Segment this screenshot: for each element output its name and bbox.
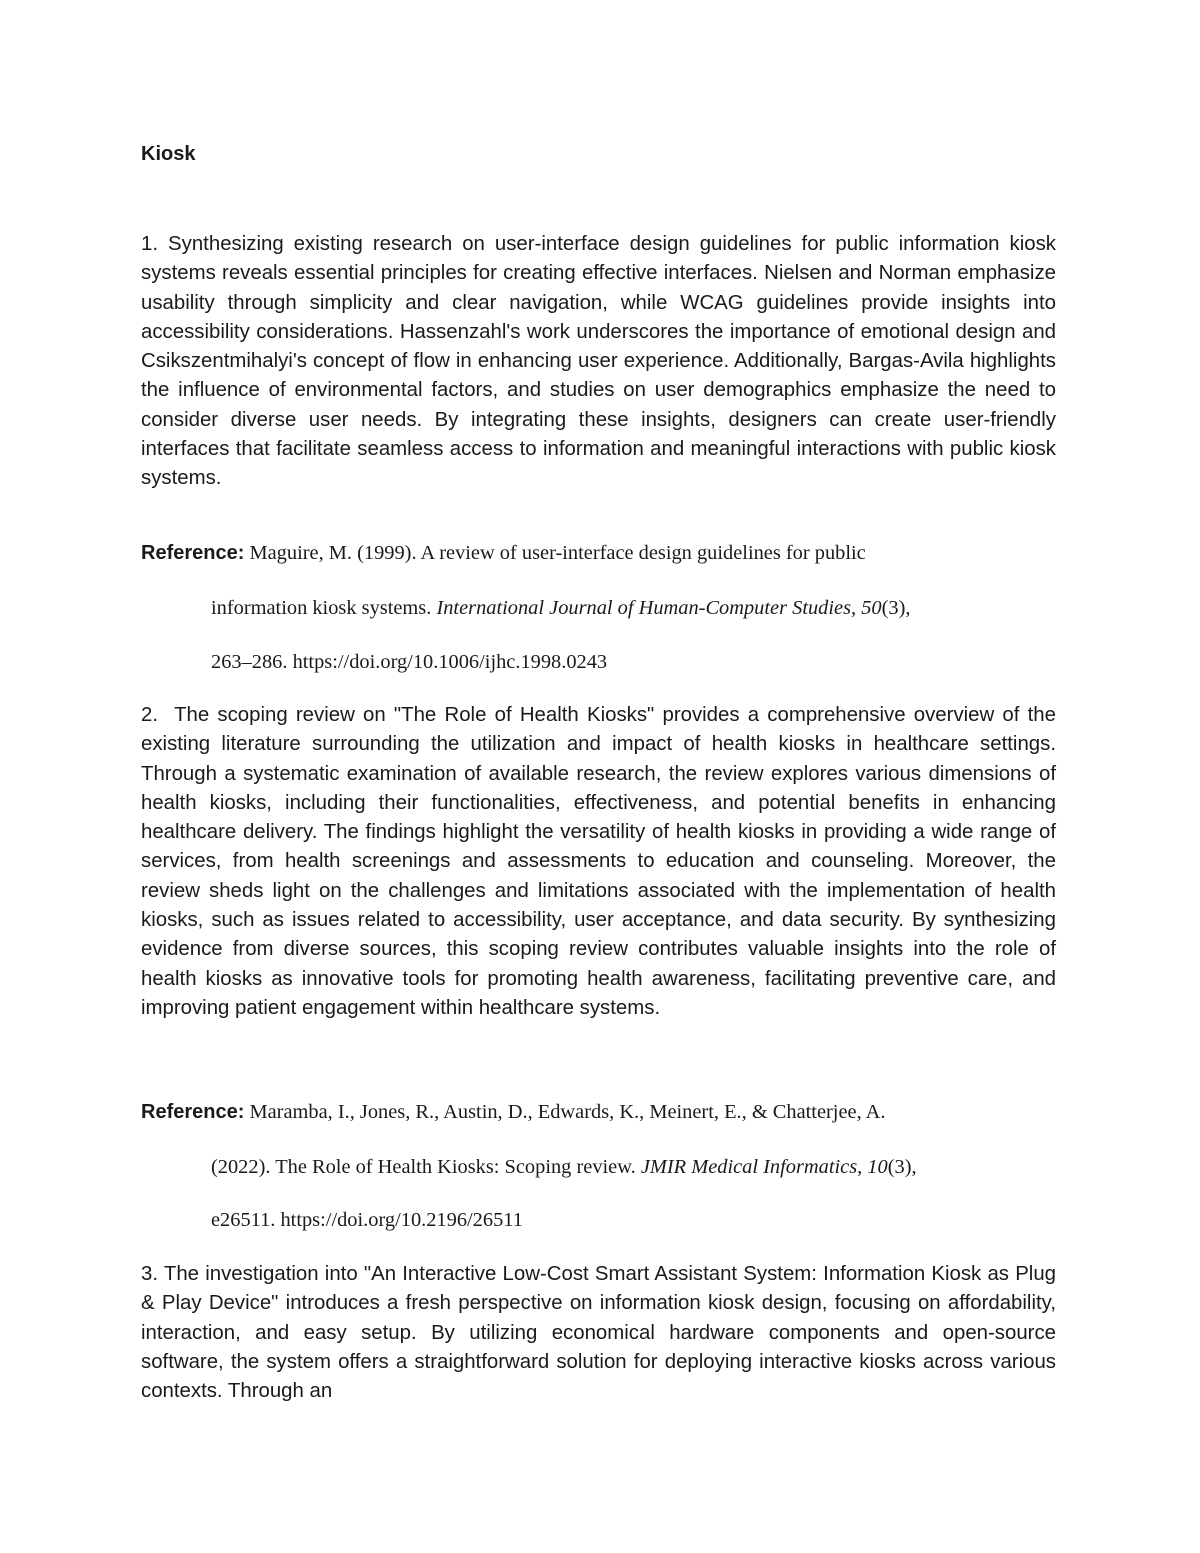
reference-line-1: Maramba, I., Jones, R., Austin, D., Edwards, K., Meinert, E., & Chatterjee, A. bbox=[249, 1101, 886, 1123]
section-3-paragraph bbox=[141, 1260, 1056, 1406]
section-1-number: 1. bbox=[141, 233, 159, 255]
section-1-reference-line-3: 263–286. https://doi.org/10.1006/ijhc.1998.0243 bbox=[211, 651, 608, 673]
reference-issue: (3), bbox=[887, 1156, 917, 1178]
section-3-body: The investigation into "An Interactive Low-Cost Smart Assistant System: Information Kiosk as Plug & Play Device" introduces a fresh perspective on information kiosk design, focusing on affordability, interaction, and easy setup. By utilizing economical hardware components and open-source software, the system offers a straightforward solution for deploying interactive kiosks across various contexts. Through an bbox=[141, 1263, 1057, 1403]
section-1-paragraph bbox=[141, 230, 1056, 494]
reference-label: Reference: bbox=[141, 542, 245, 564]
reference-volume: 50 bbox=[861, 597, 882, 619]
section-2-reference-line-2 bbox=[211, 1154, 1071, 1180]
section-2-reference-line-3: e26511. https://doi.org/10.2196/26511 bbox=[211, 1209, 523, 1231]
reference-volume: 10 bbox=[867, 1156, 888, 1178]
section-2-reference bbox=[141, 1099, 1056, 1125]
reference-label: Reference: bbox=[141, 1101, 245, 1123]
section-3-number: 3. bbox=[141, 1263, 159, 1285]
reference-journal: JMIR Medical Informatics bbox=[640, 1156, 858, 1178]
document-title: Kiosk bbox=[141, 143, 196, 165]
reference-line-1: Maguire, M. (1999). A review of user-interface design guidelines for public bbox=[249, 542, 866, 564]
reference-text: information kiosk systems. bbox=[211, 597, 437, 619]
reference-separator: , bbox=[851, 597, 862, 619]
section-1-reference-line-2 bbox=[211, 595, 1071, 621]
section-2-number: 2. bbox=[141, 704, 159, 726]
reference-journal: International Journal of Human-Computer Studies bbox=[436, 597, 852, 619]
reference-separator: , bbox=[857, 1156, 868, 1178]
section-2-body: The scoping review on "The Role of Health Kiosks" provides a comprehensive overview of the existing literature surrounding the utilization and impact of health kiosks in healthcare settings. Through a systematic examination of available research, the review explores various dimensions of health kiosks, including their functionalities, effectiveness, and potential benefits in enhancing healthcare delivery. The findings highlight the versatility of health kiosks in providing a wide range of services, from health screenings and assessments to education and counseling. Moreover, the review sheds light on the challenges and limitations associated with the implementation of health kiosks, such as issues related to accessibility, user acceptance, and data security. By synthesizing evidence from diverse sources, this scoping review contributes valuable insights into the role of health kiosks as innovative tools for promoting health awareness, facilitating preventive care, and improving patient engagement within healthcare systems. bbox=[141, 704, 1056, 1019]
reference-text: (2022). The Role of Health Kiosks: Scoping review. bbox=[211, 1156, 641, 1178]
section-1-body: Synthesizing existing research on user-interface design guidelines for public information kiosk systems reveals essential principles for creating effective interfaces. Nielsen and Norman emphasize usability through simplicity and clear navigation, while WCAG guidelines provide insights into accessibility considerations. Hassenzahl's work underscores the importance of emotional design and Csikszentmihalyi's concept of flow in enhancing user experience. Additionally, Bargas-Avila highlights the influence of environmental factors, and studies on user demographics emphasize the need to consider diverse user needs. By integrating these insights, designers can create user-friendly interfaces that facilitate seamless access to information and meaningful interactions with public kiosk systems. bbox=[141, 233, 1057, 490]
reference-issue: (3), bbox=[881, 597, 911, 619]
section-2-paragraph bbox=[141, 701, 1056, 1023]
section-1-reference bbox=[141, 540, 1056, 566]
